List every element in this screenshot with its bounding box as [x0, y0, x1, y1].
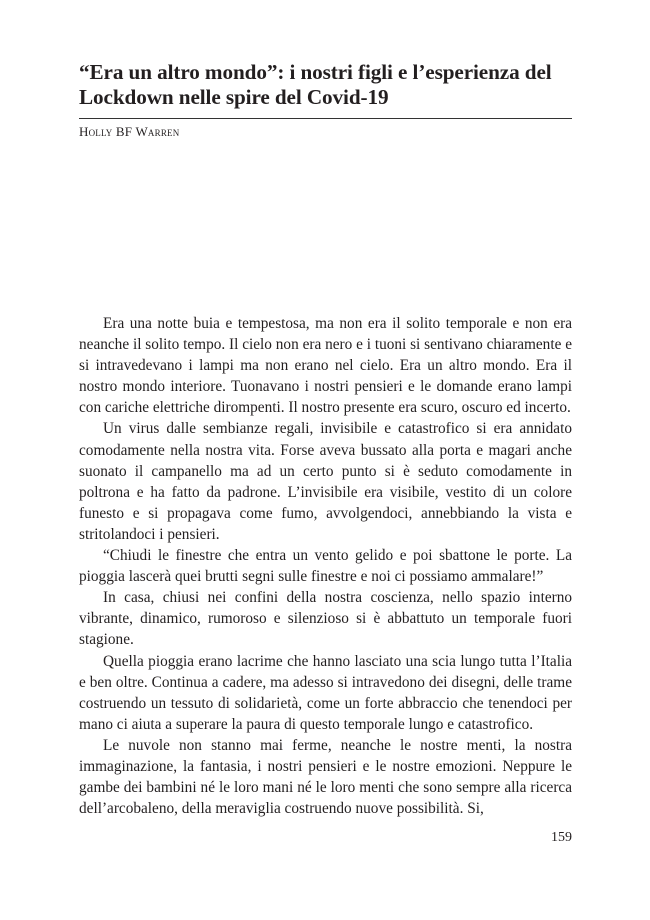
title-divider: [79, 118, 572, 119]
paragraph: Era una notte buia e tempestosa, ma non era il solito temporale e non era neanche il solito tempo. Il cielo non era nero e i tuoni si sentivano chiaramente e si intravedevano i lampi ma non erano nel cielo. Era un altro mondo. Era il nostro mondo interiore. Tuonavano i nostri pensieri e le domande erano lampi con cariche elettriche dirompenti. Il nostro presente era scuro, oscuro ed incerto.: [79, 315, 572, 417]
paragraph: “Chiudi le finestre che entra un vento gelido e poi sbattone le porte. La pioggia lascerà quei brutti segni sulle finestre e noi ci possiamo ammalare!”: [79, 547, 572, 586]
chapter-title: “Era un altro mondo”: i nostri figli e l’esperienza del Lockdown nelle spire del Covid-19: [79, 60, 552, 109]
author-name: Holly BF Warren: [79, 124, 180, 139]
paragraph: Quella pioggia erano lacrime che hanno lasciato una scia lungo tutta l’Italia e ben oltre. Continua a cadere, ma adesso si intravedono dei disegni, delle trame costruendo un tessuto di solidarietà, come un forte abbraccio che tenendoci per mano ci aiuta a superare la paura di questo temporale lungo e catastrofico.: [79, 652, 572, 733]
paragraph: Un virus dalle sembianze regali, invisibile e catastrofico si era annidato comodamente nella nostra vita. Forse aveva bussato alla porta e magari anche suonato il campanello ma ad un certo punto si è seduto comodamente in poltrona e ha fatto da padrone. L’invisibile era visibile, vestito di un colore funesto e si propagava come fumo, avvolgendoci, annebbiando la vista e stritolandoci i pensieri.: [79, 420, 572, 543]
page-number: 159: [551, 830, 572, 845]
body-text: [79, 313, 572, 819]
paragraph: In casa, chiusi nei confini della nostra coscienza, nello spazio interno vibrante, dinamico, rumoroso e silenzioso si è abbattuto un temporale fuori stagione.: [79, 589, 572, 649]
paragraph: Le nuvole non stanno mai ferme, neanche le nostre menti, la nostra immaginazione, la fantasia, i nostri pensieri e le nostre emozioni. Neppure le gambe dei bambini né le loro mani né le loro menti che sono sempre alla ricerca dell’arcobaleno, della meraviglia costruendo nuove possibilità. Si,: [79, 736, 572, 818]
